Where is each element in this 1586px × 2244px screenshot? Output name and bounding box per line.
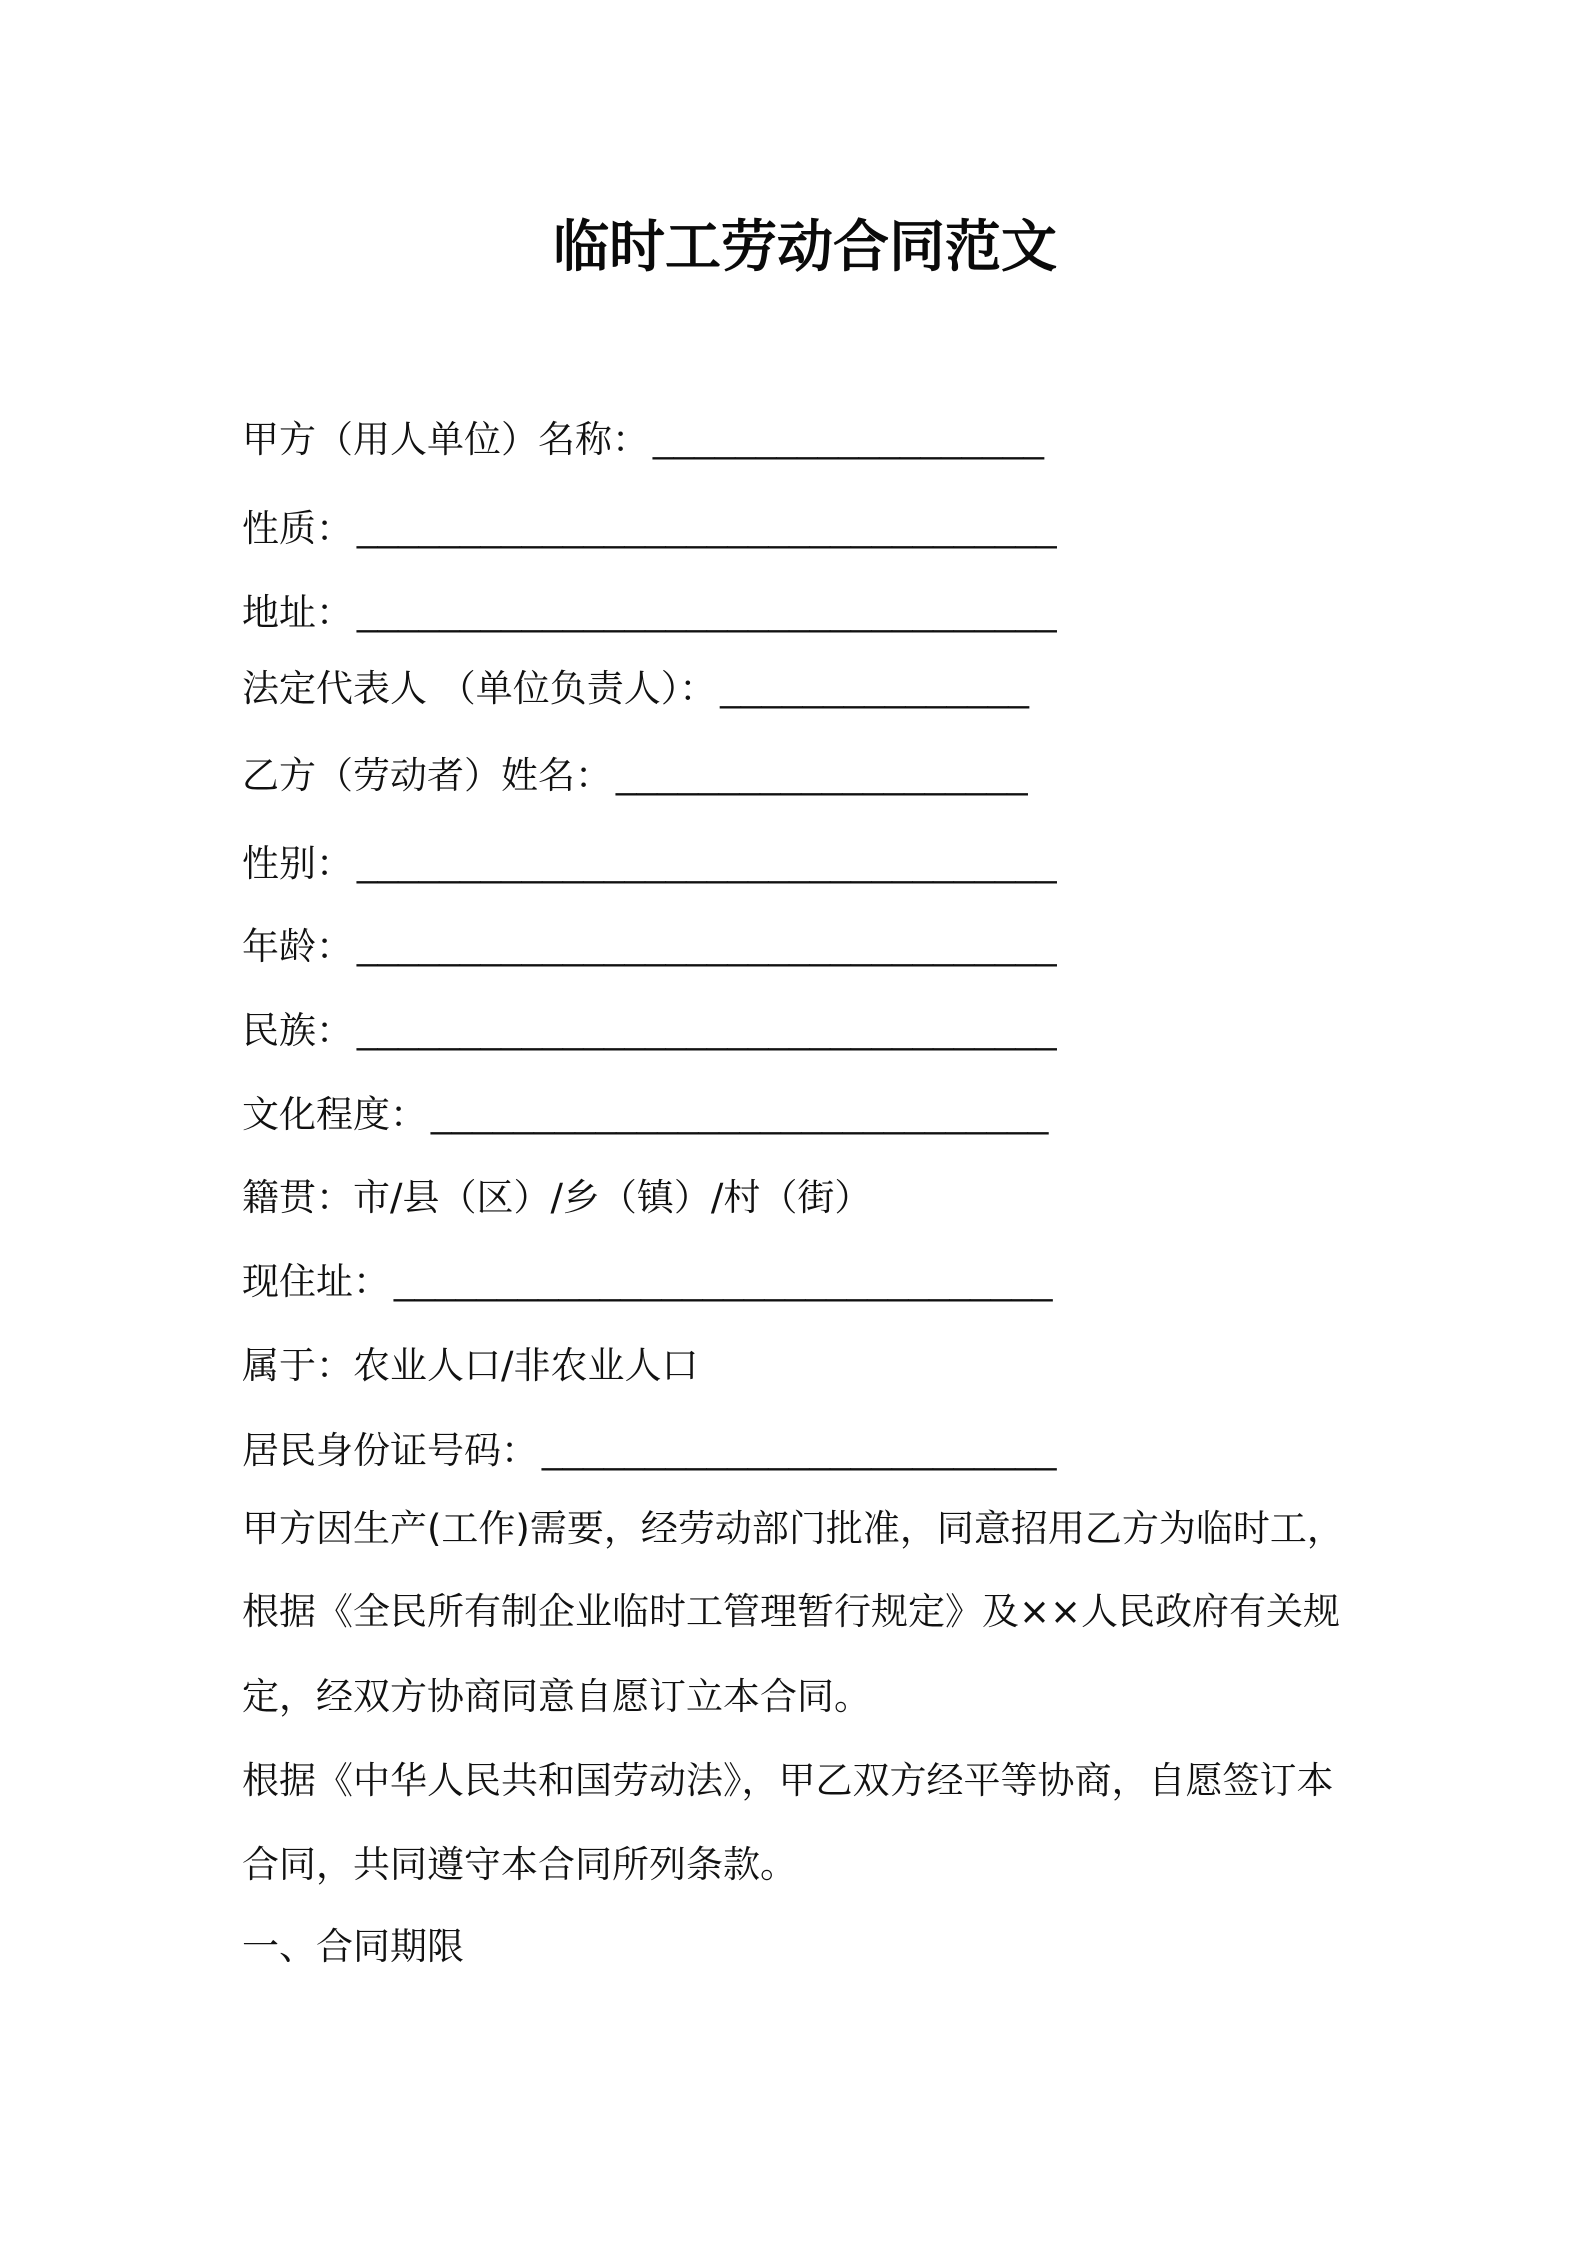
field-education	[242, 1089, 1048, 1141]
field-label: 现住址：	[242, 1260, 390, 1303]
fill-in-blank: __________________________________	[357, 926, 1057, 967]
field-label: 文化程度：	[242, 1093, 427, 1136]
paragraph-line: 根据《全民所有制企业临时工管理暂行规定》及××人民政府有关规	[242, 1590, 1341, 1633]
fill-in-blank: _________________________	[542, 1430, 1057, 1471]
fill-in-blank: __________________________________	[357, 1010, 1057, 1051]
fill-in-blank: ______________________________	[431, 1094, 1049, 1135]
fill-in-blank: _______________	[720, 668, 1029, 709]
field-label: 属于：	[242, 1344, 353, 1387]
paragraph-line: 根据《中华人民共和国劳动法》，甲乙双方经平等协商，自愿签订本	[242, 1759, 1334, 1802]
field-value: 农业人口/非农业人口	[353, 1344, 699, 1387]
fill-in-blank: __________________________________	[357, 843, 1057, 884]
field-value: 市/县（区）/乡（镇）/村（街）	[353, 1176, 872, 1219]
field-party-a-name	[242, 414, 1044, 466]
field-label: 籍贯：	[242, 1176, 353, 1219]
field-gender	[242, 838, 1057, 890]
field-label: 性质：	[242, 507, 353, 550]
section-heading-contract-term: 一、合同期限	[242, 1925, 464, 1968]
field-label: 居民身份证号码：	[242, 1429, 538, 1472]
fill-in-blank: ________________________________	[394, 1261, 1053, 1302]
fill-in-blank: ____________________	[616, 755, 1028, 796]
field-label: 乙方（劳动者）姓名：	[242, 754, 612, 797]
paragraph-line: 定，经双方协商同意自愿订立本合同。	[242, 1675, 871, 1718]
fill-in-blank: __________________________________	[357, 508, 1057, 549]
field-current-address	[242, 1256, 1052, 1308]
field-native-place	[242, 1172, 871, 1224]
fill-in-blank: ___________________	[653, 419, 1044, 460]
fill-in-blank: __________________________________	[357, 592, 1057, 633]
field-label: 甲方（用人单位）名称：	[242, 418, 649, 461]
paragraph-line: 甲方因生产(工作)需要，经劳动部门批准，同意招用乙方为临时工，	[242, 1507, 1344, 1550]
field-id-number	[242, 1425, 1056, 1477]
field-label: 法定代表人 （单位负责人）：	[242, 667, 717, 710]
document-title: 临时工劳动合同范文	[553, 215, 1057, 280]
field-nature	[242, 503, 1057, 555]
field-ethnicity	[242, 1005, 1057, 1057]
field-label: 民族：	[242, 1009, 353, 1052]
field-party-b-name	[242, 750, 1028, 802]
field-label: 年龄：	[242, 925, 353, 968]
field-household-type	[242, 1340, 698, 1392]
field-label: 地址：	[242, 591, 353, 634]
field-label: 性别：	[242, 842, 353, 885]
paragraph-line: 合同，共同遵守本合同所列条款。	[242, 1843, 797, 1886]
field-legal-representative	[242, 663, 1029, 715]
field-age	[242, 921, 1057, 973]
field-address	[242, 587, 1057, 639]
